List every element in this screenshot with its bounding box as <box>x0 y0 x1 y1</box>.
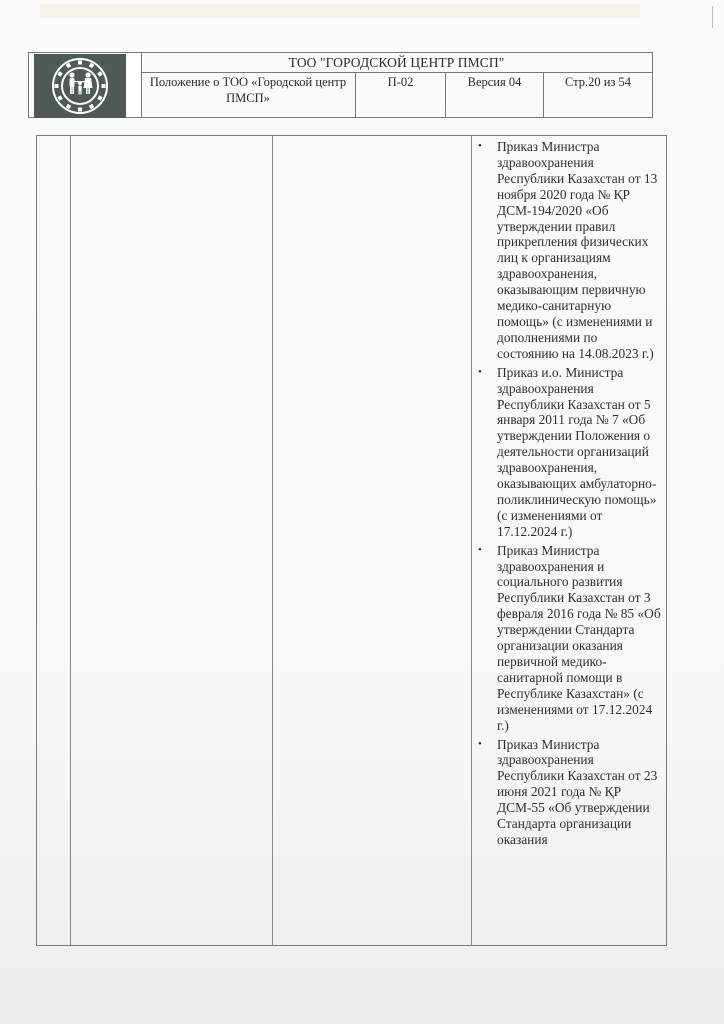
document-header-table <box>28 52 653 118</box>
bullet-icon: • <box>478 140 482 152</box>
reference-text: Приказ Министра здравоохранения Республики Казахстан от 23 июня 2021 года № ҚР ДСМ-55 «Об утверждении Стандарта организации оказания <box>497 736 658 847</box>
table-column-references <box>472 136 666 945</box>
content-table <box>36 135 667 946</box>
references-list <box>472 139 662 848</box>
document-info-row <box>141 72 652 117</box>
list-item <box>472 365 662 540</box>
reference-text: Приказ Министра здравоохранения и социального развития Республики Казахстан от 3 февраля 2016 года № 85 «Об утверждении Стандарта организации оказания первичной медико-санитарной помощи в Республике Казахстан» (с изменениями от 17.12.2024 г.) <box>497 542 661 733</box>
table-column-2 <box>71 136 273 945</box>
bullet-icon: • <box>478 543 482 556</box>
family-in-ring-logo-icon <box>34 54 126 118</box>
list-item <box>472 737 662 848</box>
page-number: Стр.20 из 54 <box>564 75 632 89</box>
table-column-3 <box>273 136 472 945</box>
document-name: Положение о ТОО «Городской центр ПМСП» <box>141 72 356 117</box>
bullet-icon: • <box>478 737 482 750</box>
bullet-icon: • <box>478 365 482 378</box>
scan-artifact-edge <box>712 6 713 28</box>
organization-title: ТОО "ГОРОДСКОЙ ЦЕНТР ПМСП" <box>141 53 652 73</box>
reference-text: Приказ Министра здравоохранения Республики Казахстан от 13 ноября 2020 года № ҚР ДСМ-194/2020 «Об утверждении правил прикрепления физических лиц к организациям здравоохранения, оказывающим первичную медико-санитарную помощь» (с изменениями и дополнениями по состоянию на 14.08.2023 г.) <box>497 139 658 361</box>
logo-cell <box>29 53 142 117</box>
document-version: Версия 04 <box>446 72 544 117</box>
list-item <box>472 139 662 362</box>
scan-artifact-band <box>40 4 640 18</box>
reference-text: Приказ и.о. Министра здравоохранения Республики Казахстан от 5 января 2011 года № 7 «Об утверждении Положения о деятельности организаций здравоохранения, оказывающих амбулаторно-поликлиническую помощь» (с изменениями от 17.12.2024 г.) <box>497 364 657 539</box>
document-code: П-02 <box>356 72 446 117</box>
table-column-number <box>37 136 71 945</box>
list-item <box>472 543 662 734</box>
